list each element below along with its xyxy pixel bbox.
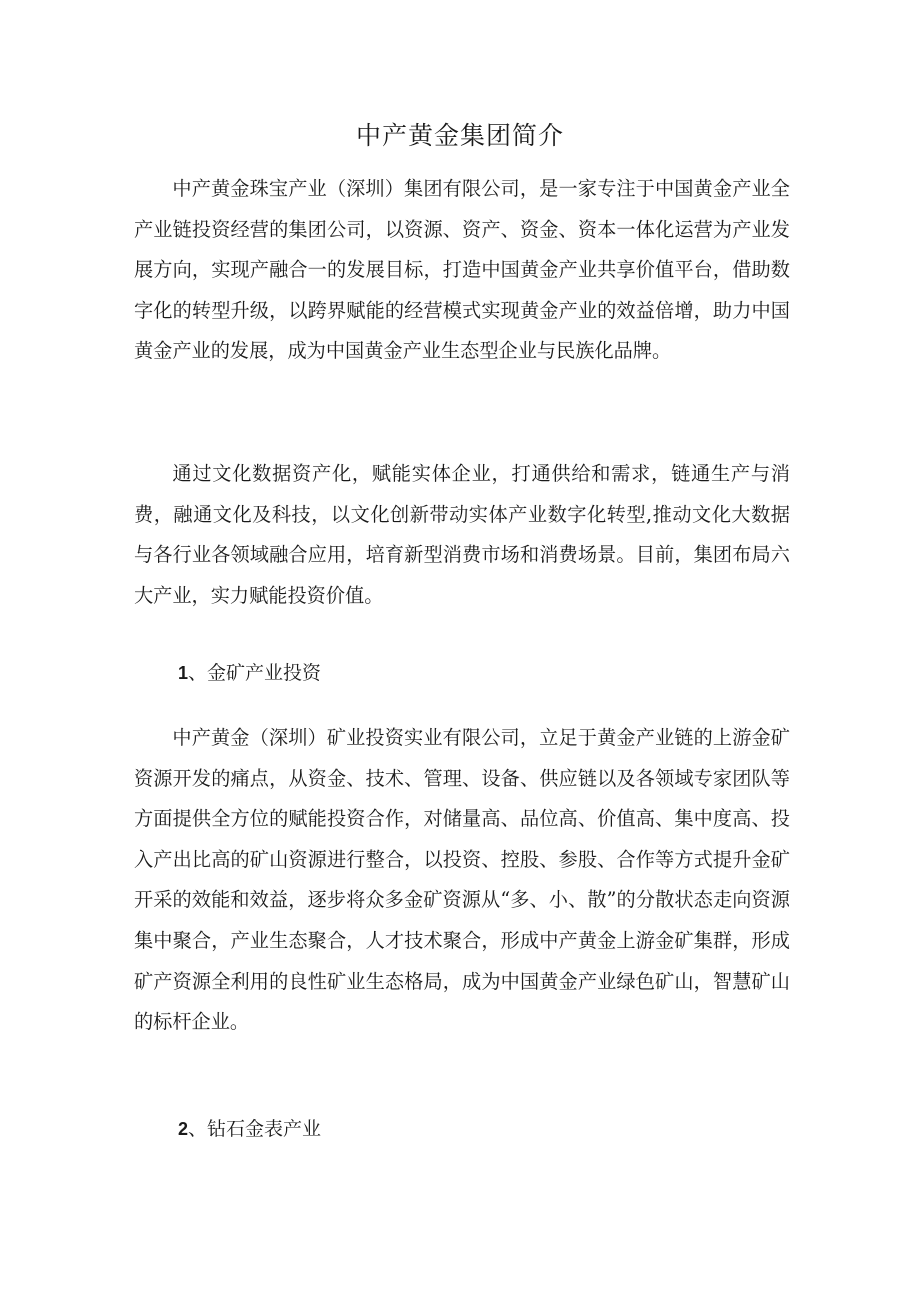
section-separator: 、 bbox=[188, 1118, 208, 1140]
section-heading-diamond-watch bbox=[178, 1114, 321, 1144]
document-title: 中产黄金集团简介 bbox=[355, 121, 564, 150]
section-number: 1 bbox=[178, 663, 189, 683]
section-heading-text: 钻石金表产业 bbox=[207, 1118, 322, 1140]
section-heading-gold-mine bbox=[178, 658, 321, 688]
section-separator: 、 bbox=[188, 662, 208, 684]
section-paragraph-gold-mine: 中产黄金（深圳）矿业投资实业有限公司，立足于黄金产业链的上游金矿资源开发的痛点，从资金、技术、管理、设备、供应链以及各领域专家团队等方面提供全方位的赋能投资合作，对储量高、品位高、价值高、集中度高、投入产出比高的矿山资源进行整合，以投资、控股、参股、合作等方式提升金矿开采的效能和效益，逐步将众多金矿资源从“多、小、散”的分散状态走向资源集中聚合，产业生态聚合，人才技术聚合，形成中产黄金上游金矿集群，形成矿产资源全利用的良性矿业生态格局，成为中国黄金产业绿色矿山，智慧矿山的标杆企业。 bbox=[134, 726, 790, 1034]
section-heading-text: 金矿产业投资 bbox=[207, 662, 322, 684]
intro-paragraph-2: 通过文化数据资产化，赋能实体企业，打通供给和需求，链通生产与消费，融通文化及科技，以文化创新带动实体产业数字化转型,推动文化大数据与各行业各领域融合应用，培育新型消费市场和消费场景。目前，集团布局六大产业，实力赋能投资价值。 bbox=[134, 462, 790, 607]
section-number: 2 bbox=[178, 1119, 189, 1139]
intro-paragraph-1: 中产黄金珠宝产业（深圳）集团有限公司，是一家专注于中国黄金产业全产业链投资经营的集团公司，以资源、资产、资金、资本一体化运营为产业发展方向，实现产融合一的发展目标，打造中国黄金产业共享价值平台，借助数字化的转型升级，以跨界赋能的经营模式实现黄金产业的效益倍增，助力中国黄金产业的发展，成为中国黄金产业生态型企业与民族化品牌。 bbox=[134, 177, 790, 363]
